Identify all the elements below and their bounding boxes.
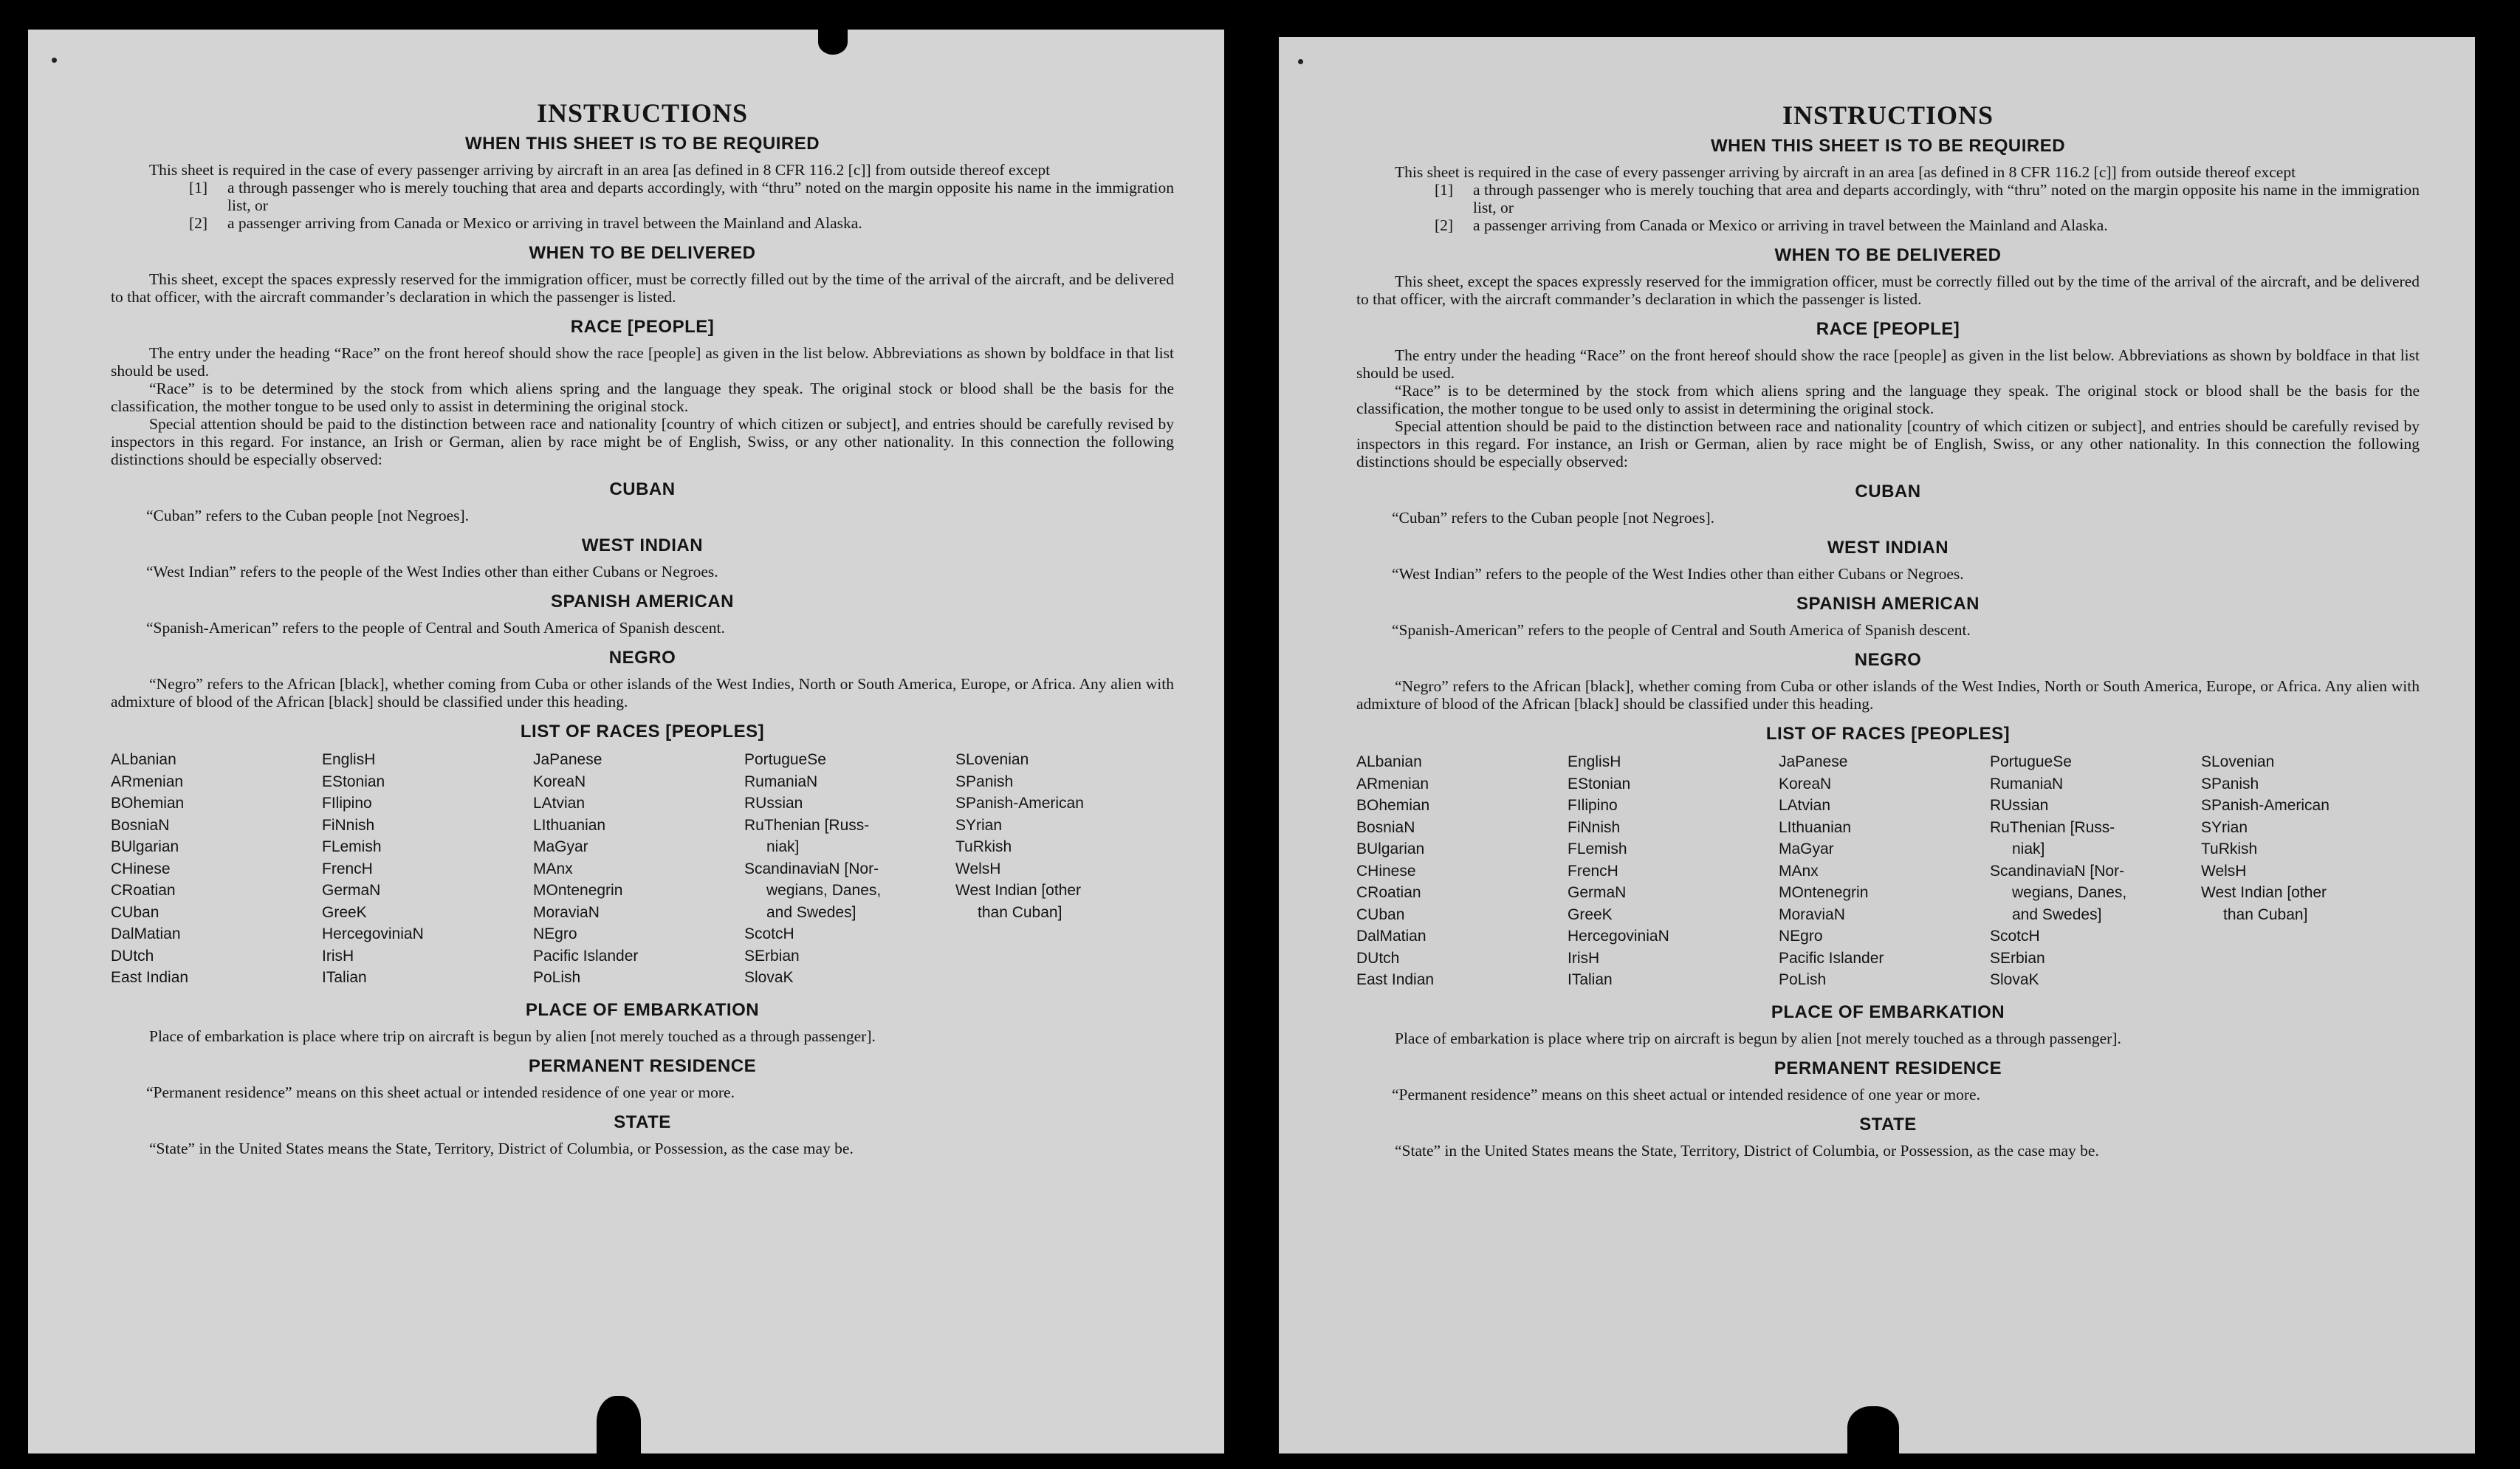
race-entry: RumaniaN xyxy=(1990,775,2064,792)
race-column xyxy=(1568,751,1779,991)
race-entry: SlovaK xyxy=(1990,971,2039,988)
race-entry: ALbanian xyxy=(111,751,176,768)
race-entry: KoreaN xyxy=(533,773,586,790)
race-entry: RUssian xyxy=(744,795,803,812)
heading-negro: NEGRO xyxy=(1854,650,1922,670)
paragraph-negro: “Negro” refers to the African [black], whether coming from Cuba or other islands of the West Indies, North or South America, Europe, or Africa. Any alien with admixture of blood of the African [black] should be classified under this heading. xyxy=(1356,677,2420,713)
heading-permanent-residence: PERMANENT RESIDENCE xyxy=(1774,1058,2002,1078)
paragraph-race-2: “Race” is to be determined by the stock from which aliens spring and the language they speak. The original stock or blood shall be the basis for the classification, the mother tongue to be used only to assist in determining the original stock. xyxy=(111,380,1174,415)
paragraph-race-1: The entry under the heading “Race” on the front hereof should show the race [people] as given in the list below. Abbreviations as shown by boldface in that list should be used. xyxy=(111,344,1174,380)
race-column xyxy=(2201,751,2412,991)
race-entry: BOhemian xyxy=(1356,797,1430,814)
race-entry: NEgro xyxy=(1779,928,1823,945)
race-entry: LAtvian xyxy=(1779,797,1831,814)
race-entry: BosniaN xyxy=(111,816,170,834)
race-entry: FIlipino xyxy=(322,795,372,812)
race-entry: East Indian xyxy=(111,969,189,986)
race-entry: CUban xyxy=(111,903,159,921)
race-entry: ScandinavіaN [Nor- xyxy=(744,860,879,877)
race-entry: BUlgarian xyxy=(1356,840,1425,857)
race-entry: PoLish xyxy=(533,969,581,986)
heading-when-required: WHEN THIS SHEET IS TO BE REQUIRED xyxy=(1710,136,2066,156)
race-entry: JaPanese xyxy=(533,751,602,768)
race-entry: KoreaN xyxy=(1779,775,1832,792)
race-entry: SErbian xyxy=(744,947,800,965)
page-title: INSTRUCTIONS xyxy=(536,98,749,128)
race-entry: SErbian xyxy=(1990,949,2045,967)
race-entry: wegians, Danes, xyxy=(2012,884,2127,901)
race-entry: IrisH xyxy=(1568,949,1600,967)
exception-text: a through passenger who is merely touching that area and departs accordingly, with “thru” noted on the margin opposite his name in the immigration list, or xyxy=(227,179,1174,214)
exception-text: a through passenger who is merely touching that area and departs accordingly, with “thru” noted on the margin opposite his name in the immigration list, or xyxy=(1473,181,2420,216)
race-entry: SLovenian xyxy=(2201,753,2275,770)
paragraph-cuban: “Cuban” refers to the Cuban people [not Negroes]. xyxy=(146,507,470,524)
race-entry: LIthuanian xyxy=(1779,818,1852,836)
heading-cuban: CUBAN xyxy=(609,479,676,499)
race-entry: West Indian [other xyxy=(2201,884,2327,901)
punch-mark xyxy=(52,58,57,63)
race-entry: BUlgarian xyxy=(111,838,179,855)
race-column xyxy=(1356,751,1568,991)
race-list xyxy=(1356,751,2420,991)
race-entry: DUtch xyxy=(1356,949,1400,967)
heading-embarkation: PLACE OF EMBARKATION xyxy=(525,999,760,1020)
paragraph-west-indian: “West Indian” refers to the people of the West Indies other than either Cubans or Negroes. xyxy=(1392,565,1964,583)
heading-state: STATE xyxy=(614,1112,671,1132)
race-entry: BosniaN xyxy=(1356,818,1415,836)
race-entry: LAtvian xyxy=(533,795,586,812)
heading-race: RACE [PEOPLE] xyxy=(570,317,715,337)
race-entry: CUban xyxy=(1356,905,1405,923)
race-entry: West Indian [other xyxy=(955,882,1082,899)
race-entry: HercegoviniaN xyxy=(322,925,424,942)
paragraph-permanent-residence: “Permanent residence” means on this sheet actual or intended residence of one year or more. xyxy=(1392,1085,1980,1103)
exception-item xyxy=(1356,181,2420,216)
race-entry: WelsH xyxy=(2201,862,2247,880)
race-entry: EnglisH xyxy=(1568,753,1621,770)
exception-text: a passenger arriving from Canada or Mexico or arriving in travel between the Mainland and Alaska. xyxy=(227,214,862,232)
paragraph-negro: “Negro” refers to the African [black], whether coming from Cuba or other islands of the West Indies, North or South America, Europe, or Africa. Any alien with admixture of blood of the African [black] should be classified under this heading. xyxy=(111,675,1174,710)
paragraph-race-1: The entry under the heading “Race” on the front hereof should show the race [people] as given in the list below. Abbreviations as shown by boldface in that list should be used. xyxy=(1356,346,2420,382)
race-entry: EnglisH xyxy=(322,751,376,768)
race-list xyxy=(111,749,1174,989)
race-entry: SYrian xyxy=(2201,818,2248,836)
page-title: INSTRUCTIONS xyxy=(1782,100,1994,130)
race-entry: SLovenian xyxy=(955,751,1029,768)
race-entry: Pacific Islander xyxy=(1779,949,1884,967)
race-entry: DalMatian xyxy=(111,925,181,942)
race-entry: IrisH xyxy=(322,947,354,965)
race-entry: FrencH xyxy=(1568,862,1618,880)
paragraph-required: This sheet is required in the case of every passenger arriving by aircraft in an area [as defined in 8 CFR 116.2 [c]] from outside thereof except xyxy=(1395,163,2296,181)
paragraph-spanish-american: “Spanish-American” refers to the people of Central and South America of Spanish descent. xyxy=(146,619,725,637)
race-entry: GermaN xyxy=(322,882,381,899)
paragraph-race-3: Special attention should be paid to the distinction between race and nationality [country of which citizen or subject], and entries should be carefully revised by inspectors in this regard. For instance, an Irish or German, alien by race might be of English, Swiss, or any other nationality. In this connection the following distinctions should be especially observed: xyxy=(111,415,1174,468)
race-entry: JaPanese xyxy=(1779,753,1848,770)
instruction-sheet-left xyxy=(28,30,1224,1453)
exception-number: [2] xyxy=(1435,216,1454,234)
race-entry: FiNnish xyxy=(1568,818,1621,836)
heading-race: RACE [PEOPLE] xyxy=(1816,319,1960,339)
race-entry: WelsH xyxy=(955,860,1001,877)
sheet-content xyxy=(111,97,1174,1157)
race-entry: niak] xyxy=(2012,840,2045,857)
exception-number: [1] xyxy=(189,179,208,196)
race-entry: ARmenian xyxy=(111,773,184,790)
race-entry: RuThenian [Russ- xyxy=(1990,818,2115,836)
race-entry: BOhemian xyxy=(111,795,185,812)
race-entry: FLemish xyxy=(1568,840,1627,857)
heading-spanish-american: SPANISH AMERICAN xyxy=(550,592,734,612)
race-entry: and Swedes] xyxy=(766,903,856,921)
race-entry: MOntenegrin xyxy=(1779,884,1869,901)
race-entry: ARmenian xyxy=(1356,775,1429,792)
race-entry: ScotcH xyxy=(744,925,794,942)
race-entry: EStonian xyxy=(1568,775,1631,792)
race-entry: PoLish xyxy=(1779,971,1827,988)
race-entry: SYrian xyxy=(955,816,1003,834)
heading-cuban: CUBAN xyxy=(1855,482,1921,501)
race-entry: than Cuban] xyxy=(2223,905,2308,923)
race-entry: MoraviaN xyxy=(533,903,600,921)
race-column xyxy=(1779,751,1990,991)
race-entry: ScotcH xyxy=(1990,928,2040,945)
heading-embarkation: PLACE OF EMBARKATION xyxy=(1771,1001,2005,1022)
paragraph-embarkation: Place of embarkation is place where trip on aircraft is begun by alien [not merely touched as a through passenger]. xyxy=(149,1027,876,1045)
race-entry: EStonian xyxy=(322,773,385,790)
heading-state: STATE xyxy=(1859,1114,1917,1134)
race-entry: LIthuanian xyxy=(533,816,606,834)
paragraph-delivered: This sheet, except the spaces expressly reserved for the immigration officer, must be correctly filled out by the time of the arrival of the aircraft, and be delivered to that officer, with the aircraft commander’s declaration in which the passenger is listed. xyxy=(111,270,1174,306)
paragraph-west-indian: “West Indian” refers to the people of the West Indies other than either Cubans or Negroes. xyxy=(146,563,718,581)
race-column xyxy=(1990,751,2201,991)
heading-permanent-residence: PERMANENT RESIDENCE xyxy=(528,1055,757,1076)
race-entry: CHinese xyxy=(1356,862,1416,880)
race-entry: MOntenegrin xyxy=(533,882,623,899)
exception-number: [1] xyxy=(1435,181,1454,199)
torn-edge-bottom xyxy=(597,1396,641,1453)
paragraph-state: “State” in the United States means the State, Territory, District of Columbia, or Possession, as the case may be. xyxy=(149,1139,854,1157)
heading-west-indian: WEST INDIAN xyxy=(1827,538,1949,558)
race-entry: CRoatian xyxy=(1356,884,1421,901)
race-entry: MAnx xyxy=(1779,862,1819,880)
race-entry: RuThenian [Russ- xyxy=(744,816,870,834)
race-entry: PortugueSe xyxy=(744,751,826,768)
race-entry: CRoatian xyxy=(111,882,176,899)
race-entry: East Indian xyxy=(1356,971,1435,988)
race-entry: GreeK xyxy=(1568,905,1613,923)
race-column xyxy=(111,749,322,989)
torn-edge-top xyxy=(818,30,848,55)
race-entry: RUssian xyxy=(1990,797,2049,814)
race-entry: FiNnish xyxy=(322,816,375,834)
instruction-sheet-right xyxy=(1279,37,2475,1453)
race-entry: and Swedes] xyxy=(2012,905,2102,923)
exception-number: [2] xyxy=(189,214,208,232)
race-entry: GermaN xyxy=(1568,884,1627,901)
race-entry: FIlipino xyxy=(1568,797,1618,814)
race-entry: CHinese xyxy=(111,860,171,877)
race-entry: NEgro xyxy=(533,925,577,942)
torn-edge-bottom xyxy=(1847,1406,1899,1453)
race-entry: Pacific Islander xyxy=(533,947,639,965)
race-entry: ALbanian xyxy=(1356,753,1422,770)
race-column xyxy=(955,749,1167,989)
paragraph-delivered: This sheet, except the spaces expressly reserved for the immigration officer, must be correctly filled out by the time of the arrival of the aircraft, and be delivered to that officer, with the aircraft commander’s declaration in which the passenger is listed. xyxy=(1356,273,2420,308)
paragraph-required: This sheet is required in the case of every passenger arriving by aircraft in an area [as defined in 8 CFR 116.2 [c]] from outside thereof except xyxy=(149,161,1051,179)
paragraph-state: “State” in the United States means the State, Territory, District of Columbia, or Possession, as the case may be. xyxy=(1395,1141,2099,1160)
race-entry: TuRkish xyxy=(955,838,1012,855)
race-entry: ITalian xyxy=(1568,971,1613,988)
race-entry: than Cuban] xyxy=(978,903,1062,921)
race-entry: wegians, Danes, xyxy=(766,882,882,899)
race-entry: DalMatian xyxy=(1356,928,1426,945)
race-entry: SPanish xyxy=(955,773,1014,790)
race-entry: RumaniaN xyxy=(744,773,818,790)
race-entry: ScandinaviaN [Nor- xyxy=(1990,862,2125,880)
race-entry: SPanish-American xyxy=(2201,797,2330,814)
race-column xyxy=(533,749,744,989)
heading-when-required: WHEN THIS SHEET IS TO BE REQUIRED xyxy=(464,134,820,154)
heading-spanish-american: SPANISH AMERICAN xyxy=(1796,594,1980,614)
exception-item xyxy=(111,214,1174,232)
heading-when-delivered: WHEN TO BE DELIVERED xyxy=(529,243,756,263)
race-entry: GreeK xyxy=(322,903,367,921)
sheet-content xyxy=(1356,100,2420,1160)
heading-when-delivered: WHEN TO BE DELIVERED xyxy=(1774,245,2002,265)
paragraph-race-3: Special attention should be paid to the distinction between race and nationality [country of which citizen or subject], and entries should be carefully revised by inspectors in this regard. For instance, an Irish or German, alien by race might be of English, Swiss, or any other nationality. In this connection the following distinctions should be especially observed: xyxy=(1356,417,2420,470)
race-entry: SPanish xyxy=(2201,775,2259,792)
race-entry: PortugueSe xyxy=(1990,753,2072,770)
paragraph-spanish-american: “Spanish-American” refers to the people of Central and South America of Spanish descent. xyxy=(1392,621,1971,639)
race-entry: SPanish-American xyxy=(955,795,1084,812)
race-entry: MAnx xyxy=(533,860,573,877)
paragraph-permanent-residence: “Permanent residence” means on this sheet actual or intended residence of one year or more. xyxy=(146,1083,735,1101)
punch-mark xyxy=(1298,59,1303,64)
race-entry: DUtch xyxy=(111,947,154,965)
paragraph-cuban: “Cuban” refers to the Cuban people [not Negroes]. xyxy=(1392,509,1715,527)
race-column xyxy=(744,749,955,989)
race-entry: FLemish xyxy=(322,838,382,855)
heading-list-of-races: LIST OF RACES [PEOPLES] xyxy=(1765,724,2011,744)
race-entry: ITalian xyxy=(322,969,367,986)
race-entry: TuRkish xyxy=(2201,840,2258,857)
race-column xyxy=(322,749,533,989)
heading-negro: NEGRO xyxy=(608,648,676,668)
race-entry: MaGyar xyxy=(533,838,588,855)
exception-item xyxy=(1356,216,2420,234)
paragraph-race-2: “Race” is to be determined by the stock from which aliens spring and the language they speak. The original stock or blood shall be the basis for the classification, the mother tongue to be used only to assist in determining the original stock. xyxy=(1356,382,2420,417)
race-entry: MaGyar xyxy=(1779,840,1834,857)
race-entry: HercegoviniaN xyxy=(1568,928,1669,945)
heading-west-indian: WEST INDIAN xyxy=(581,535,704,555)
paragraph-embarkation: Place of embarkation is place where trip on aircraft is begun by alien [not merely touched as a through passenger]. xyxy=(1395,1029,2121,1047)
race-entry: SlovaK xyxy=(744,969,794,986)
exception-item xyxy=(111,179,1174,214)
exception-text: a passenger arriving from Canada or Mexico or arriving in travel between the Mainland and Alaska. xyxy=(1473,216,2108,234)
race-entry: MoraviaN xyxy=(1779,905,1845,923)
race-entry: FrencH xyxy=(322,860,373,877)
heading-list-of-races: LIST OF RACES [PEOPLES] xyxy=(520,722,765,742)
race-entry: niak] xyxy=(766,838,800,855)
